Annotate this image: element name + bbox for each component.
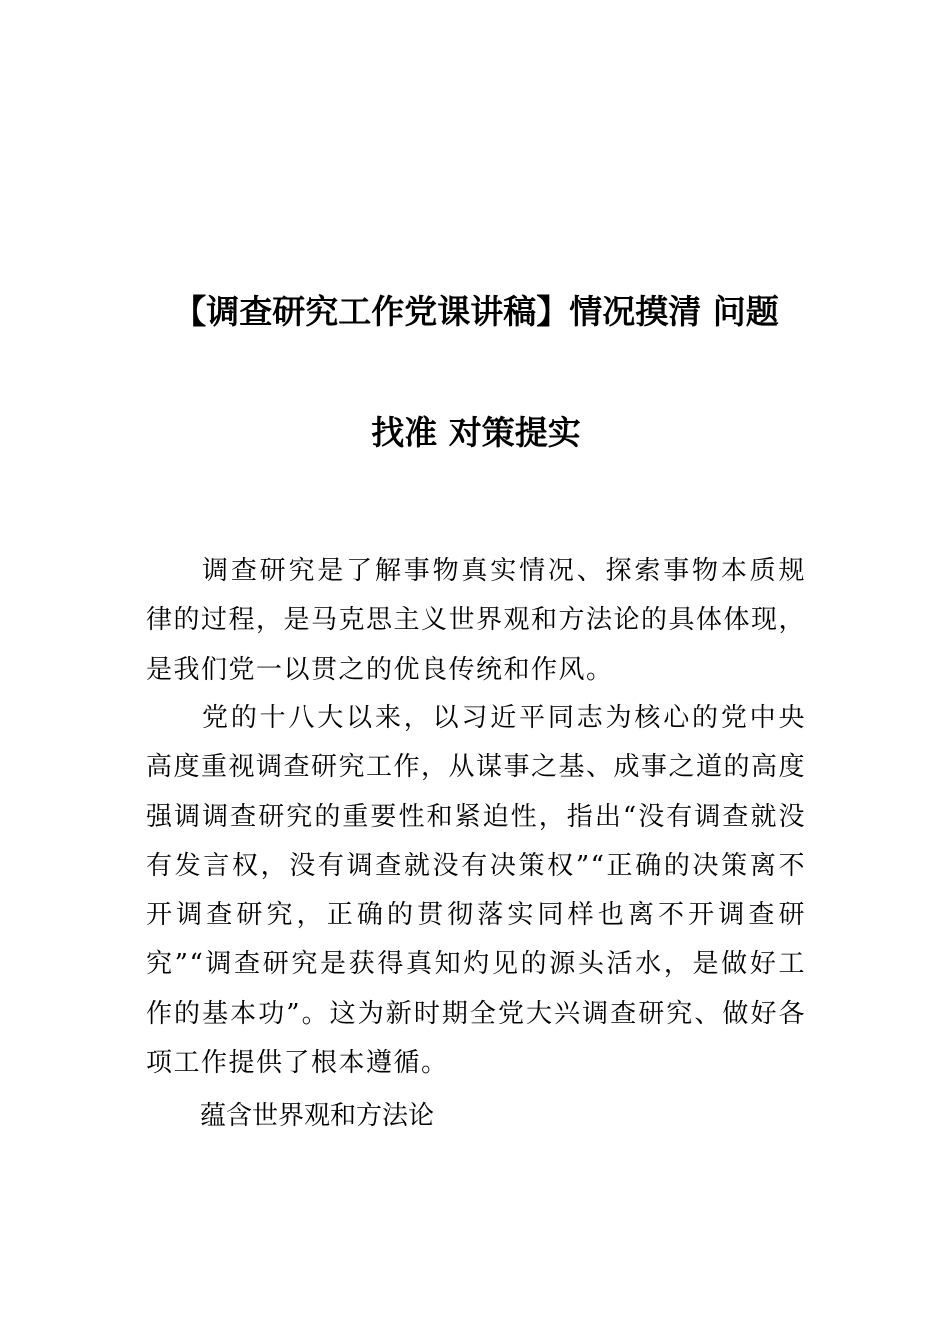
paragraph-1-block [146, 547, 806, 695]
section-heading: 蕴含世界观和方法论 [200, 1101, 435, 1131]
paragraph-2: 党的十八大以来，以习近平同志为核心的党中央高度重视调查研究工作，从谋事之基、成事之道的高度强调调查研究的重要性和紧迫性，指出“没有调查就没有发言权，没有调查就没有决策权”“正确的决策离不开调查研究，正确的贯彻落实同样也离不开调查研究”“调查研究是获得真知灼见的源头活水，是做好工作的基本功”。这为新时期全党大兴调查研究、做好各项工作提供了根本遵循。 [146, 703, 807, 1079]
document-title-line-1: 【调查研究工作党课讲稿】情况摸清 问题 [173, 292, 779, 331]
paragraph-1: 调查研究是了解事物真实情况、探索事物本质规律的过程，是马克思主义世界观和方法论的具体体现，是我们党一以贯之的优良传统和作风。 [146, 556, 807, 685]
document-title-line-2: 找准 对策提实 [371, 413, 581, 452]
paragraph-2-block [146, 694, 806, 1088]
